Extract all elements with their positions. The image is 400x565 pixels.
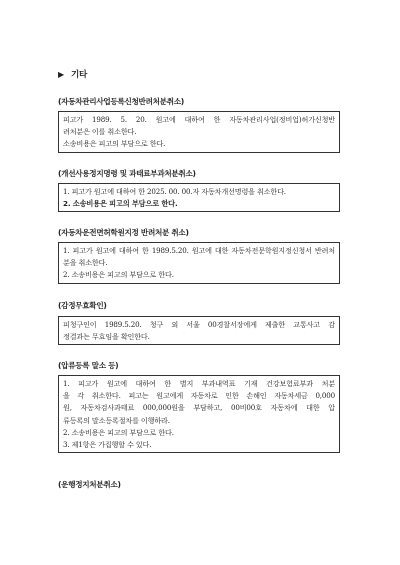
order-line: 2. 소송비용은 피고의 부담으로 한다. xyxy=(63,199,178,209)
triangle-right-icon: ▶ xyxy=(58,69,64,79)
order-box-vehicle-business-registration xyxy=(58,111,340,153)
order-line: 려처분은 이를 취소한다. xyxy=(63,127,137,137)
order-line: 분을 취소한다. xyxy=(63,258,108,268)
order-box-seizure-cancellation xyxy=(58,375,340,453)
heading-vehicle-business-registration: (자동차관리사업등록신청반려처분취소) xyxy=(58,97,184,106)
order-line: 1. 피고가 원고에 대하여 한 별지 부과내역표 기재 건강보험료부과 처분 xyxy=(63,379,335,388)
heading-driving-school-designation: (자동차운전면허학원지정 반려처분 취소) xyxy=(58,228,189,237)
heading-seizure-cancellation: (압류등록 말소 등) xyxy=(58,361,119,370)
order-box-driving-school-designation xyxy=(58,242,340,284)
order-line: 원, 자동차검사과태료 000,000원을 부담하고, 00비00호 자동차에 대한 압 xyxy=(63,403,335,413)
heading-appraisal-invalidity: (감정무효확인) xyxy=(58,301,107,310)
order-line: 소송비용은 피고의 부담으로 한다. xyxy=(63,139,166,149)
order-line: 2. 소송비용은 피고의 부담으로 한다. xyxy=(63,427,174,437)
order-line: 3. 제1항은 가집행할 수 있다. xyxy=(63,440,152,450)
order-box-appraisal-invalidity xyxy=(58,316,340,345)
section-title-text: 기타 xyxy=(70,70,88,80)
order-line: 1. 피고가 원고에 대하여 한 1989.5.20. 원고에 대한 자동차전문학원지정신청서 반려처 xyxy=(63,246,335,255)
order-box-improvement-order xyxy=(58,183,340,212)
order-line: 피청구인이 1989.5.20. 청구 외 서울 00경찰서장에게 제출한 교통사고 감 xyxy=(63,320,335,329)
order-line: 피고가 1989. 5. 20. 원고에 대하여 한 자동차관리사업(정비업)허가신청반 xyxy=(63,115,335,124)
section-title xyxy=(58,68,87,80)
heading-improvement-order: (개선사용정지명령 및 과태료부과처분취소) xyxy=(58,169,196,178)
order-line: 을 각 취소한다. 피고는 원고에게 자동차로 인한 손해인 자동차세금 0,000 xyxy=(63,391,335,401)
order-line: 1. 피고가 원고에 대하여 한 2025. 00. 00.자 자동차개선명령을 취소한다. xyxy=(63,187,286,196)
order-line: 2. 소송비용은 피고의 부담으로 한다. xyxy=(63,270,174,280)
heading-operation-suspension: (운행정지처분취소) xyxy=(58,480,121,489)
order-line: 정결과는 무효임을 확인한다. xyxy=(63,332,150,342)
order-line: 류등록의 말소등록절차를 이행하라. xyxy=(63,415,170,425)
